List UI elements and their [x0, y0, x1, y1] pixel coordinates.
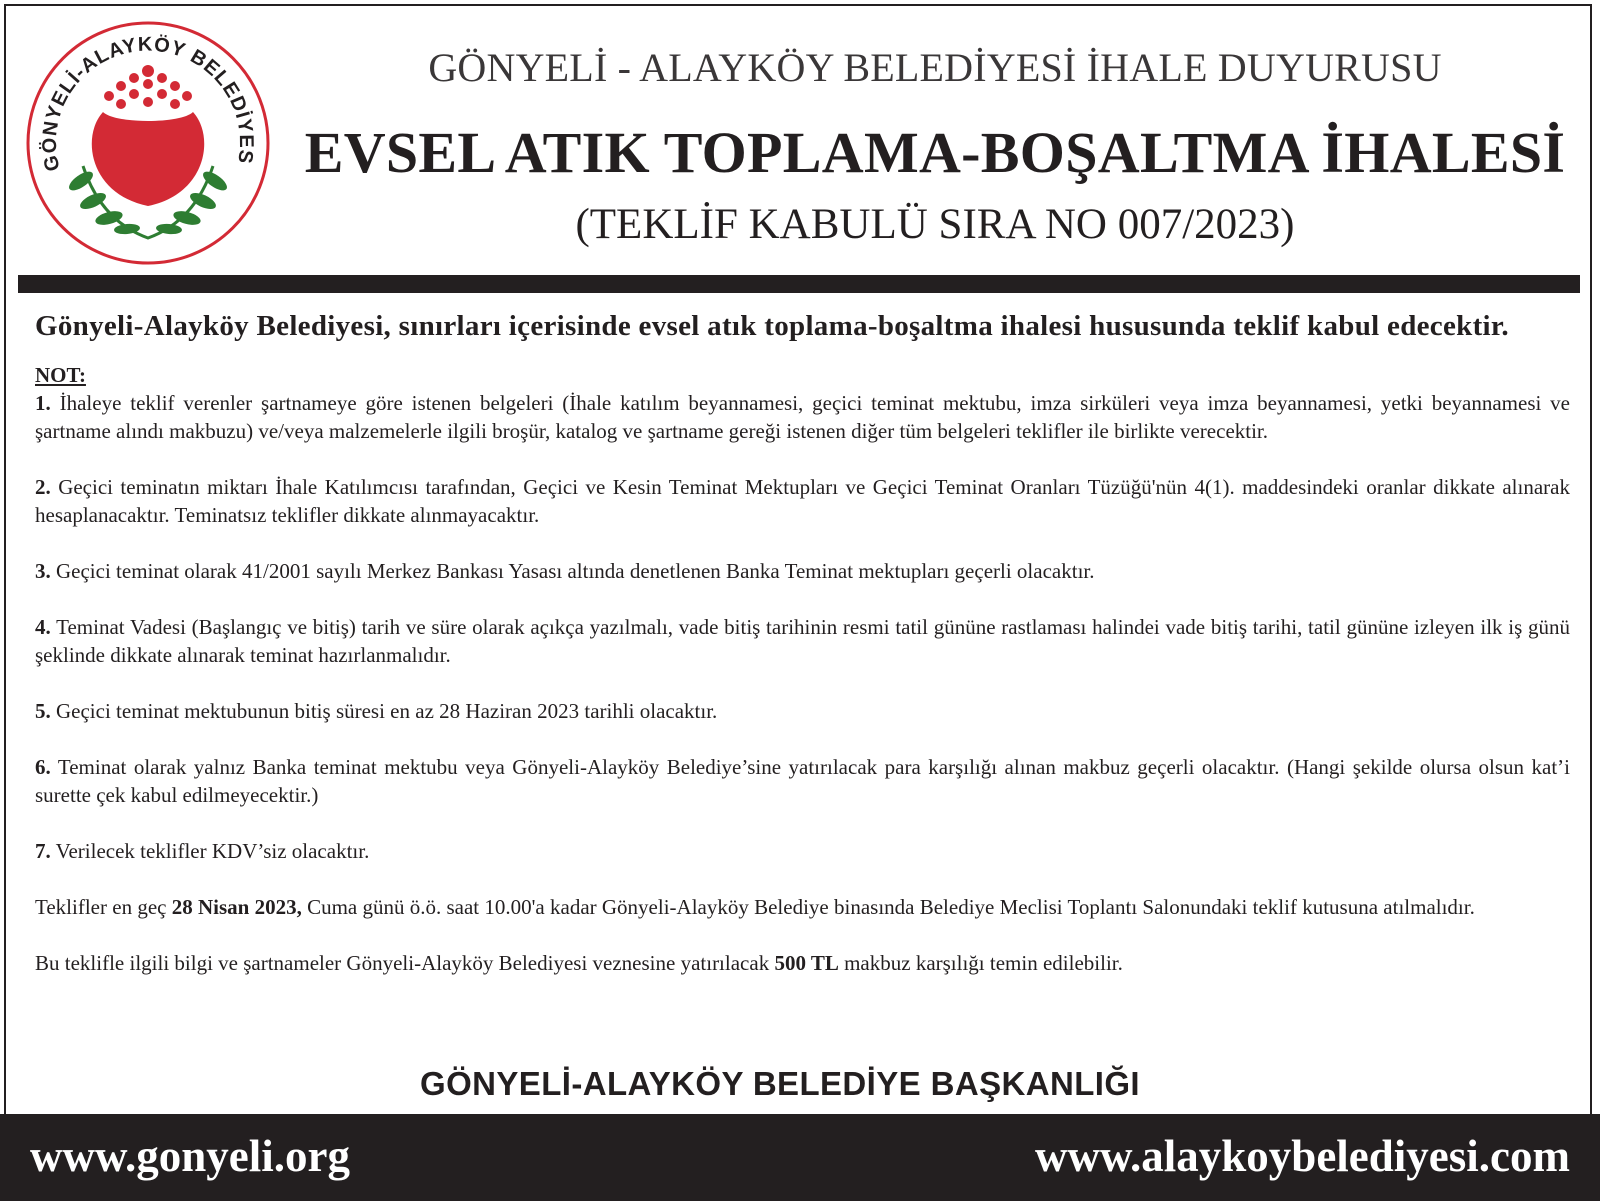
- svg-text:GÖNYELİ-ALAYKÖY BELEDİYESİ: GÖNYELİ-ALAYKÖY BELEDİYES: [38, 33, 258, 174]
- note-item: [35, 837, 1570, 865]
- note-text: Geçici teminatın miktarı İhale Katılımcısı tarafından, Geçici ve Kesin Teminat Mektupları ve Geçici Teminat Oranları Tüzüğü'nün 4(1). maddesindeki oranlar dikkate alınarak hesaplanacaktır. Teminatsız teklifler dikkate alınmayacaktır.: [35, 475, 1570, 527]
- deadline-paragraph: [35, 893, 1570, 921]
- note-text: Geçici teminat olarak 41/2001 sayılı Merkez Bankası Yasası altında denetlenen Banka Teminat mektupları geçerli olacaktır.: [50, 559, 1095, 583]
- note-item: [35, 557, 1570, 585]
- note-text: Geçici teminat mektubunun bitiş süresi en az 28 Haziran 2023 tarihli olacaktır.: [50, 699, 718, 723]
- tender-number: (TEKLİF KABULÜ SIRA NO 007/2023): [575, 201, 1295, 248]
- note-text: Teminat olarak yalnız Banka teminat mektubu veya Gönyeli-Alayköy Belediye’sine yatırılacak para karşılığı alınan makbuz geçerli olacaktır. (Hangi şekilde olursa olsun kat’i surette çek kabul edilmeyecektir.): [35, 755, 1570, 807]
- note-item: [35, 389, 1570, 445]
- note-number: 5.: [35, 699, 51, 723]
- note-item: [35, 753, 1570, 809]
- note-number: 3.: [35, 559, 51, 583]
- intro-paragraph: Gönyeli-Alayköy Belediyesi, sınırları içerisinde evsel atık toplama-boşaltma ihalesi hususunda teklif kabul edecektir.: [35, 310, 1509, 342]
- fee-text-rest: makbuz karşılığı temin edilebilir.: [838, 951, 1123, 975]
- notes-title: NOT:: [35, 363, 86, 387]
- note-text: Verilecek teklifler KDV’siz olacaktır.: [50, 839, 370, 863]
- gonyeli-website-link[interactable]: www.gonyeli.org: [30, 1131, 350, 1181]
- announcement-heading: GÖNYELİ - ALAYKÖY BELEDİYESİ İHALE DUYURUSU: [428, 45, 1442, 90]
- note-text: İhaleye teklif verenler şartnameye göre istenen belgeleri (İhale katılım beyannamesi, geçici teminat mektubu, imza sirküleri veya imza beyannamesi, yetki beyannamesi ve şartname alındı makbuzu) ve/veya malzemelerle ilgili broşür, katalog ve şartname gereği istenen diğer tüm belgeleri teklifler ile birlikte verecektir.: [35, 391, 1570, 443]
- deadline-text-rest: Cuma günü ö.ö. saat 10.00'a kadar Gönyeli-Alayköy Belediye binasında Belediye Meclisi Toplantı Salonundaki teklif kutusuna atılmalıdır.: [301, 895, 1475, 919]
- note-number: 4.: [35, 615, 51, 639]
- fee-text: Bu teklifle ilgili bilgi ve şartnameler Gönyeli-Alayköy Belediyesi veznesine yatırılacak: [35, 951, 775, 975]
- note-number: 2.: [35, 475, 51, 499]
- footer-bar: [0, 1114, 1600, 1201]
- municipality-logo: [21, 16, 275, 270]
- signature: GÖNYELİ-ALAYKÖY BELEDİYE BAŞKANLIĞI: [420, 1065, 1140, 1102]
- note-text: Teminat Vadesi (Başlangıç ve bitiş) tarih ve süre olarak açıkça yazılmalı, vade bitiş tarihinin resmi tatil gününe rastlaması halindei vade bitiş tarihi, tatil gününe izleyen ilk iş günü şeklinde dikkate alınarak teminat hazırlanmalıdır.: [35, 615, 1570, 667]
- deadline-date: 28 Nisan 2023,: [171, 895, 302, 919]
- note-number: 6.: [35, 755, 51, 779]
- deadline-text: Teklifler en geç: [35, 895, 172, 919]
- note-item: [35, 697, 1570, 725]
- header-divider: [18, 275, 1580, 293]
- note-number: 1.: [35, 391, 51, 415]
- alaykoy-website-link[interactable]: www.alaykoybelediyesi.com: [1035, 1131, 1570, 1181]
- fee-paragraph: [35, 949, 1570, 977]
- note-item: [35, 613, 1570, 669]
- announcement-body: [35, 308, 1570, 977]
- fee-amount: 500 TL: [774, 951, 839, 975]
- note-number: 7.: [35, 839, 51, 863]
- pomegranate-logo-icon: [21, 16, 275, 270]
- note-item: [35, 473, 1570, 529]
- tender-title: EVSEL ATIK TOPLAMA-BOŞALTMA İHALESİ: [304, 120, 1566, 185]
